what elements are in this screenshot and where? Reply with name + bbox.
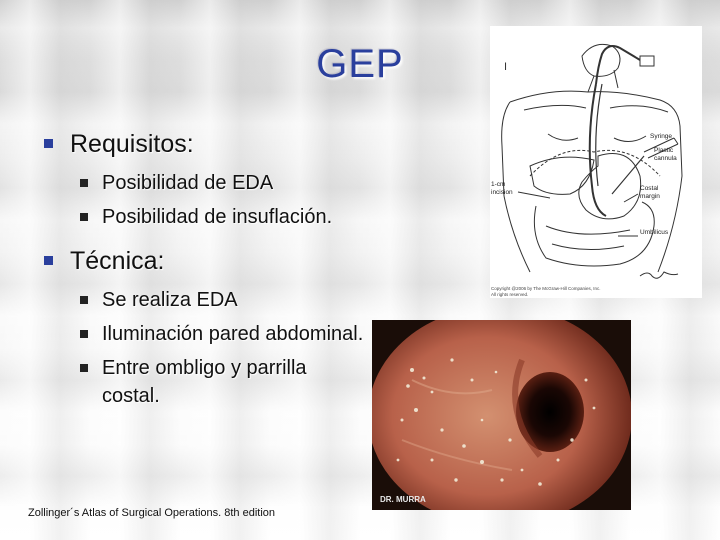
plastic-cannula-label-line1: Plastic [654, 147, 674, 154]
panel-label: I [504, 61, 508, 73]
endoscopy-photo [372, 320, 631, 510]
sub-bullet-text: Iluminación pared abdominal. [102, 323, 364, 345]
sub-bullet [102, 169, 364, 197]
bullet-requisitos [70, 130, 364, 159]
slide-title: GEP [316, 42, 404, 86]
plastic-cannula-label-line2: cannula [654, 155, 677, 162]
sub-bullet-text: Entre ombligo y parrilla costal. [102, 357, 307, 407]
sub-bullet-text: Posibilidad de EDA [102, 172, 274, 194]
incision-label-line2: incision [491, 189, 513, 196]
bullet-list [44, 130, 364, 416]
sub-bullet-text: Se realiza EDA [102, 289, 238, 311]
syringe-label: Syringe [650, 133, 673, 140]
square-bullet-icon [80, 296, 88, 304]
umbilicus-label: Umbilicus [640, 229, 669, 236]
square-bullet-icon [80, 364, 88, 372]
sub-bullet [102, 354, 364, 410]
bullet-heading-text: Técnica: [70, 247, 165, 275]
bullet-tecnica [70, 247, 364, 276]
bullet-heading-text: Requisitos: [70, 130, 194, 158]
copyright-line1: Copyright @2006 by The McGraw-Hill Companies, Inc. [491, 286, 601, 291]
square-bullet-icon [80, 330, 88, 338]
square-bullet-icon [44, 256, 53, 265]
anatomy-illustration [490, 26, 702, 298]
costal-margin-label-line2: margin [640, 193, 660, 200]
costal-margin-label-line1: Costal [640, 185, 659, 192]
photo-watermark: DR. MURRA [380, 495, 426, 504]
source-caption: Zollinger´s Atlas of Surgical Operations. 8th edition [28, 507, 276, 519]
sub-bullet [102, 286, 364, 314]
square-bullet-icon [44, 139, 53, 148]
square-bullet-icon [80, 213, 88, 221]
sub-bullet-text: Posibilidad de insuflación. [102, 206, 333, 228]
copyright-line2: All rights reserved. [491, 292, 529, 297]
sub-bullet [102, 320, 364, 348]
incision-label-line1: 1-cm [491, 181, 506, 188]
sub-bullet [102, 203, 364, 231]
square-bullet-icon [80, 179, 88, 187]
